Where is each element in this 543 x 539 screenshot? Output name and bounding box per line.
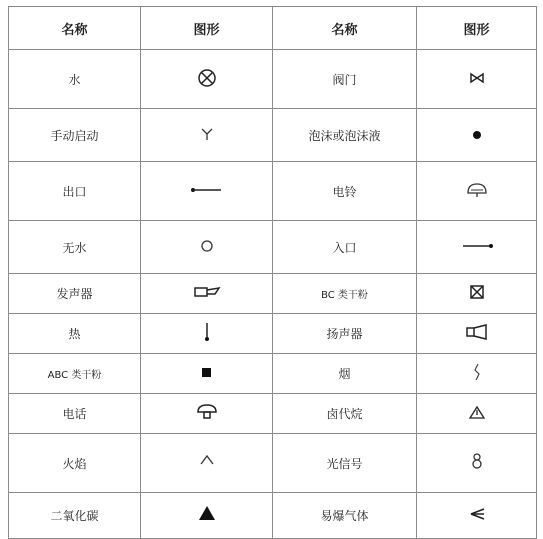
speaker-icon [457,320,497,344]
arrow-fan-icon [457,502,497,526]
row-label: BC 类干粉 [273,274,417,314]
row-label: 电话 [9,394,141,434]
row-label: 二氧化碳 [9,493,141,539]
dot-line-outlet-icon [187,178,227,202]
row-label: 发声器 [9,274,141,314]
header-name-2: 名称 [273,7,417,50]
row-label: 无水 [9,221,141,274]
fire-symbol-table [8,6,537,539]
table-row [9,394,537,434]
row-label: 火焰 [9,434,141,493]
table-row [9,50,537,109]
table-header-row [9,7,537,50]
table-row [9,434,537,493]
table-row [9,493,537,539]
figure-eight-icon [457,450,497,474]
row-label: 易爆气体 [273,493,417,539]
table-row [9,162,537,221]
sounder-icon [187,280,227,304]
row-label: 扬声器 [273,314,417,354]
smoke-squiggle-icon [457,360,497,384]
row-label: ABC 类干粉 [9,354,141,394]
thermometer-icon [187,320,227,344]
table-row [9,314,537,354]
row-label: 泡沫或泡沫液 [273,109,417,162]
row-label: 入口 [273,221,417,274]
table-row [9,354,537,394]
row-label: 烟 [273,354,417,394]
row-label: 阀门 [273,50,417,109]
boxed-x-icon [457,280,497,304]
header-shape-1: 图形 [141,7,273,50]
open-circle-icon [187,234,227,258]
bowtie-valve-icon [457,66,497,90]
row-label: 手动启动 [9,109,141,162]
row-label: 出口 [9,162,141,221]
table-row [9,221,537,274]
filled-dot-icon [457,122,497,146]
row-label: 热 [9,314,141,354]
circle-x-icon [187,66,227,90]
header-name-1: 名称 [9,7,141,50]
filled-square-icon [187,360,227,384]
row-label: 电铃 [273,162,417,221]
caret-up-icon [187,450,227,474]
table-row [9,274,537,314]
telephone-icon [187,400,227,424]
line-dot-inlet-icon [457,234,497,258]
y-branch-icon [187,122,227,146]
triangle-with-line-icon [457,400,497,424]
row-label: 水 [9,50,141,109]
row-label: 卤代烷 [273,394,417,434]
bell-icon [457,178,497,202]
filled-triangle-icon [187,502,227,526]
table-row [9,109,537,162]
header-shape-2: 图形 [417,7,537,50]
symbol-table-container [8,6,536,530]
row-label: 光信号 [273,434,417,493]
